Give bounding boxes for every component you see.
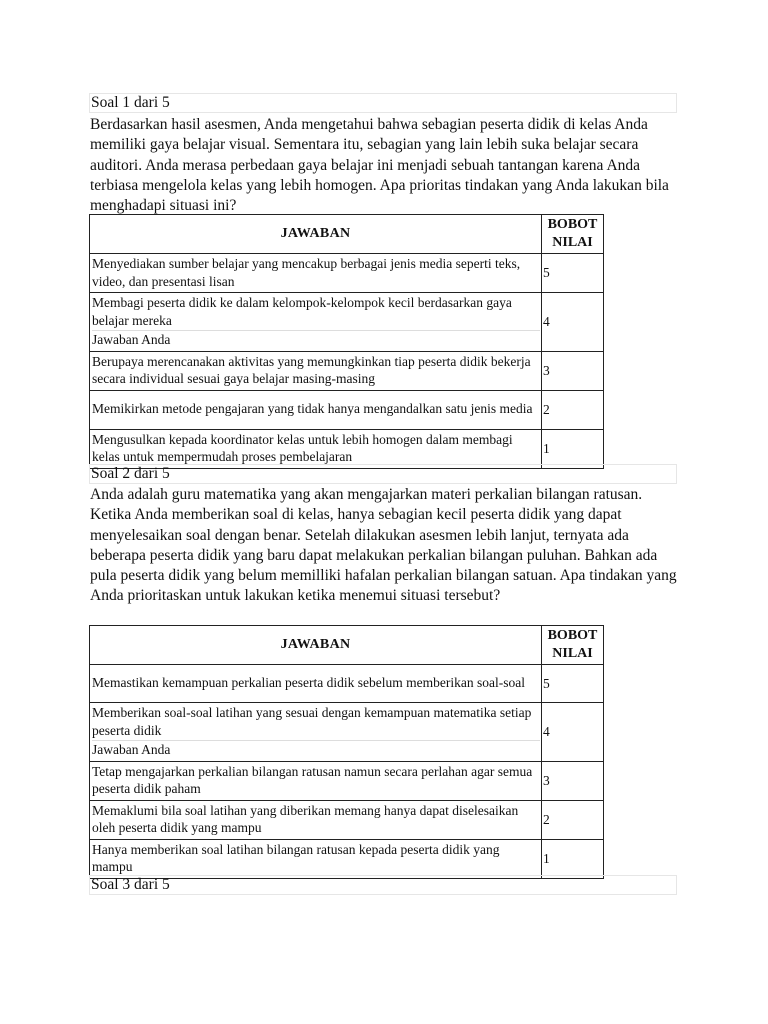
option-text: Membagi peserta didik ke dalam kelompok-kelompok kecil berdasarkan gaya belajar mereka	[92, 295, 512, 328]
option-score: 4	[542, 703, 604, 762]
header-bobot-nilai: BOBOT NILAI	[542, 626, 604, 665]
soal-1-label: Soal 1 dari 5	[89, 93, 677, 113]
soal-3-label: Soal 3 dari 5	[89, 875, 677, 895]
option-score: 1	[542, 429, 604, 468]
header-jawaban: JAWABAN	[90, 215, 542, 254]
option-cell	[90, 703, 542, 762]
table-row	[90, 390, 604, 429]
option-cell	[90, 293, 542, 352]
header-bobot-nilai: BOBOT NILAI	[542, 215, 604, 254]
header-jawaban: JAWABAN	[90, 626, 542, 665]
option-text: Memaklumi bila soal latihan yang diberikan memang hanya dapat diselesaikan oleh peserta didik yang mampu	[90, 800, 542, 839]
table-row	[90, 665, 604, 703]
table-row	[90, 800, 604, 839]
option-text: Mengusulkan kepada koordinator kelas untuk lebih homogen dalam membagi kelas untuk mempermudah proses pembelajaran	[90, 429, 542, 468]
option-score: 2	[542, 800, 604, 839]
jawaban-anda-note: Jawaban Anda	[92, 740, 540, 759]
table-row	[90, 839, 604, 878]
jawaban-anda-note: Jawaban Anda	[92, 330, 540, 349]
table-row	[90, 703, 604, 762]
table-row	[90, 429, 604, 468]
option-text: Memikirkan metode pengajaran yang tidak hanya mengandalkan satu jenis media	[90, 390, 542, 429]
option-text: Tetap mengajarkan perkalian bilangan ratusan namun secara perlahan agar semua peserta didik paham	[90, 761, 542, 800]
table-row	[90, 351, 604, 390]
soal-2-label: Soal 2 dari 5	[89, 464, 677, 484]
option-score: 5	[542, 665, 604, 703]
soal-2-question: Anda adalah guru matematika yang akan mengajarkan materi perkalian bilangan ratusan. Ketika Anda memberikan soal di kelas, hanya sebagian kecil peserta didik yang dapat menyelesaikan soal dengan benar. Setelah dilakukan asesmen lebih lanjut, ternyata ada beberapa peserta didik yang baru dapat melakukan perkalian bilangan puluhan. Bahkan ada pula peserta didik yang belum memilliki hafalan perkalian bilangan satuan. Apa tindakan yang Anda prioritaskan untuk lakukan ketika menemui situasi tersebut?	[90, 486, 677, 605]
option-score: 4	[542, 293, 604, 352]
option-score: 3	[542, 351, 604, 390]
table-row	[90, 761, 604, 800]
option-score: 1	[542, 839, 604, 878]
option-text: Berupaya merencanakan aktivitas yang memungkinkan tiap peserta didik bekerja secara individual sesuai gaya belajar masing-masing	[90, 351, 542, 390]
soal-1-answer-table	[89, 214, 604, 469]
option-text: Menyediakan sumber belajar yang mencakup berbagai jenis media seperti teks, video, dan presentasi lisan	[90, 254, 542, 293]
option-text: Memberikan soal-soal latihan yang sesuai dengan kemampuan matematika setiap peserta didik	[92, 705, 532, 738]
option-score: 5	[542, 254, 604, 293]
table-row	[90, 293, 604, 352]
option-text: Memastikan kemampuan perkalian peserta didik sebelum memberikan soal-soal	[90, 665, 542, 703]
option-text: Hanya memberikan soal latihan bilangan ratusan kepada peserta didik yang mampu	[90, 839, 542, 878]
option-score: 3	[542, 761, 604, 800]
option-score: 2	[542, 390, 604, 429]
table-row	[90, 254, 604, 293]
soal-1-question: Berdasarkan hasil asesmen, Anda mengetahui bahwa sebagian peserta didik di kelas Anda memiliki gaya belajar visual. Sementara itu, sebagian yang lain lebih suka belajar secara auditori. Anda merasa perbedaan gaya belajar ini menjadi sebuah tantangan karena Anda terbiasa mengelola kelas yang lebih homogen. Apa prioritas tindakan yang Anda lakukan bila menghadapi situasi ini?	[90, 116, 669, 215]
soal-2-answer-table	[89, 625, 604, 879]
